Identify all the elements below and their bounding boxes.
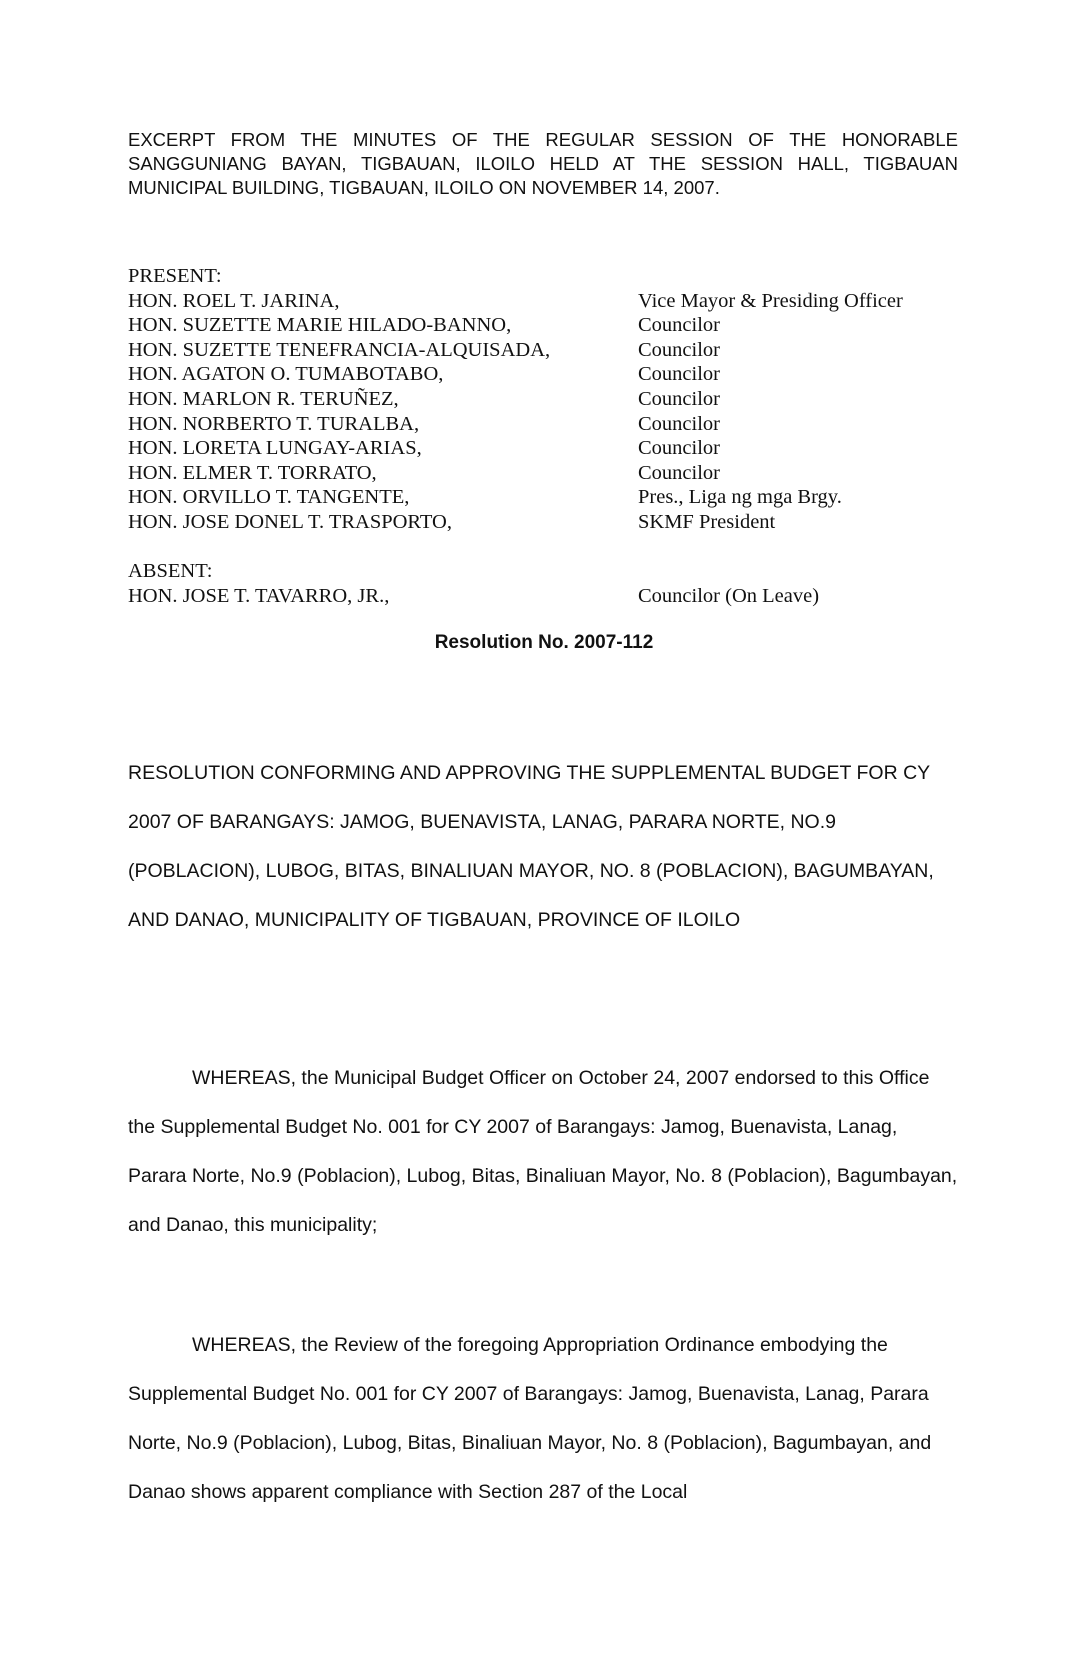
attendance-block	[128, 264, 958, 608]
resolution-number: Resolution No. 2007-112	[434, 632, 654, 653]
member-role: Councilor	[638, 338, 720, 361]
member-name: HON. LORETA LUNGAY-ARIAS,	[128, 437, 422, 460]
member-role: SKMF President	[638, 510, 776, 533]
present-member-row	[128, 362, 958, 387]
present-member-row	[128, 485, 958, 510]
member-name: HON. JOSE T. TAVARRO, JR.,	[128, 584, 390, 607]
member-role: Vice Mayor & Presiding Officer	[638, 289, 903, 312]
present-member-row	[128, 289, 958, 314]
present-member-row	[128, 412, 958, 437]
resolution-title: RESOLUTION CONFORMING AND APPROVING THE SUPPLEMENTAL BUDGET FOR CY 2007 OF BARANGAYS: JAMOG, BUENAVISTA, LANAG, PARARA NORTE, NO.9 (POBLACION), LUBOG, BITAS, BINALIUAN MAYOR, NO. 8 (POBLACION), BAGUMBAYAN, AND DANAO, MUNICIPALITY OF TIGBAUAN, PROVINCE OF ILOILO	[128, 762, 934, 931]
present-member-row	[128, 313, 958, 338]
member-role: Councilor (On Leave)	[638, 584, 820, 607]
present-member-row	[128, 510, 958, 535]
present-member-row	[128, 338, 958, 363]
member-name: HON. ORVILLO T. TANGENTE,	[128, 486, 410, 509]
whereas-clause-2: WHEREAS, the Review of the foregoing Appropriation Ordinance embodying the Supplemental Budget No. 001 for CY 2007 of Barangays: Jamog, Buenavista, Lanag, Parara Norte, No.9 (Poblacion), Lubog, Bitas, Binaliuan Mayor, No. 8 (Poblacion), Bagumbayan, and Danao shows apparent compliance with Section 287 of the Local	[128, 1334, 932, 1503]
present-label: PRESENT:	[128, 265, 222, 287]
member-role: Councilor	[638, 363, 720, 386]
spacer	[128, 535, 958, 560]
member-name: HON. AGATON O. TUMABOTABO,	[128, 363, 444, 386]
member-role: Councilor	[638, 437, 720, 460]
member-name: HON. SUZETTE TENEFRANCIA-ALQUISADA,	[128, 338, 551, 361]
present-member-row	[128, 461, 958, 486]
absent-member-row	[128, 584, 958, 609]
member-name: HON. JOSE DONEL T. TRASPORTO,	[128, 510, 452, 533]
member-role: Councilor	[638, 412, 720, 435]
member-role: Councilor	[638, 461, 720, 484]
member-role: Councilor	[638, 387, 720, 410]
member-name: HON. NORBERTO T. TURALBA,	[128, 412, 420, 435]
member-role: Councilor	[638, 314, 720, 337]
present-member-row	[128, 387, 958, 412]
member-name: HON. ROEL T. JARINA,	[128, 289, 340, 312]
minutes-excerpt-heading: EXCERPT FROM THE MINUTES OF THE REGULAR SESSION OF THE HONORABLE SANGGUNIANG BAYAN, TIGBAUAN, ILOILO HELD AT THE SESSION HALL, TIGBAUAN MUNICIPAL BUILDING, TIGBAUAN, ILOILO ON NOVEMBER 14, 2007.	[128, 129, 958, 198]
member-name: HON. ELMER T. TORRATO,	[128, 461, 377, 484]
member-role: Pres., Liga ng mga Brgy.	[638, 486, 842, 509]
member-name: HON. MARLON R. TERUÑEZ,	[128, 387, 399, 410]
whereas-clause-1: WHEREAS, the Municipal Budget Officer on October 24, 2007 endorsed to this Office the Supplemental Budget No. 001 for CY 2007 of Barangays: Jamog, Buenavista, Lanag, Parara Norte, No.9 (Poblacion), Lubog, Bitas, Binaliuan Mayor, No. 8 (Poblacion), Bagumbayan, and Danao, this municipality;	[128, 1067, 958, 1236]
member-name: HON. SUZETTE MARIE HILADO-BANNO,	[128, 314, 512, 337]
absent-label: ABSENT:	[128, 560, 213, 583]
present-member-row	[128, 436, 958, 461]
